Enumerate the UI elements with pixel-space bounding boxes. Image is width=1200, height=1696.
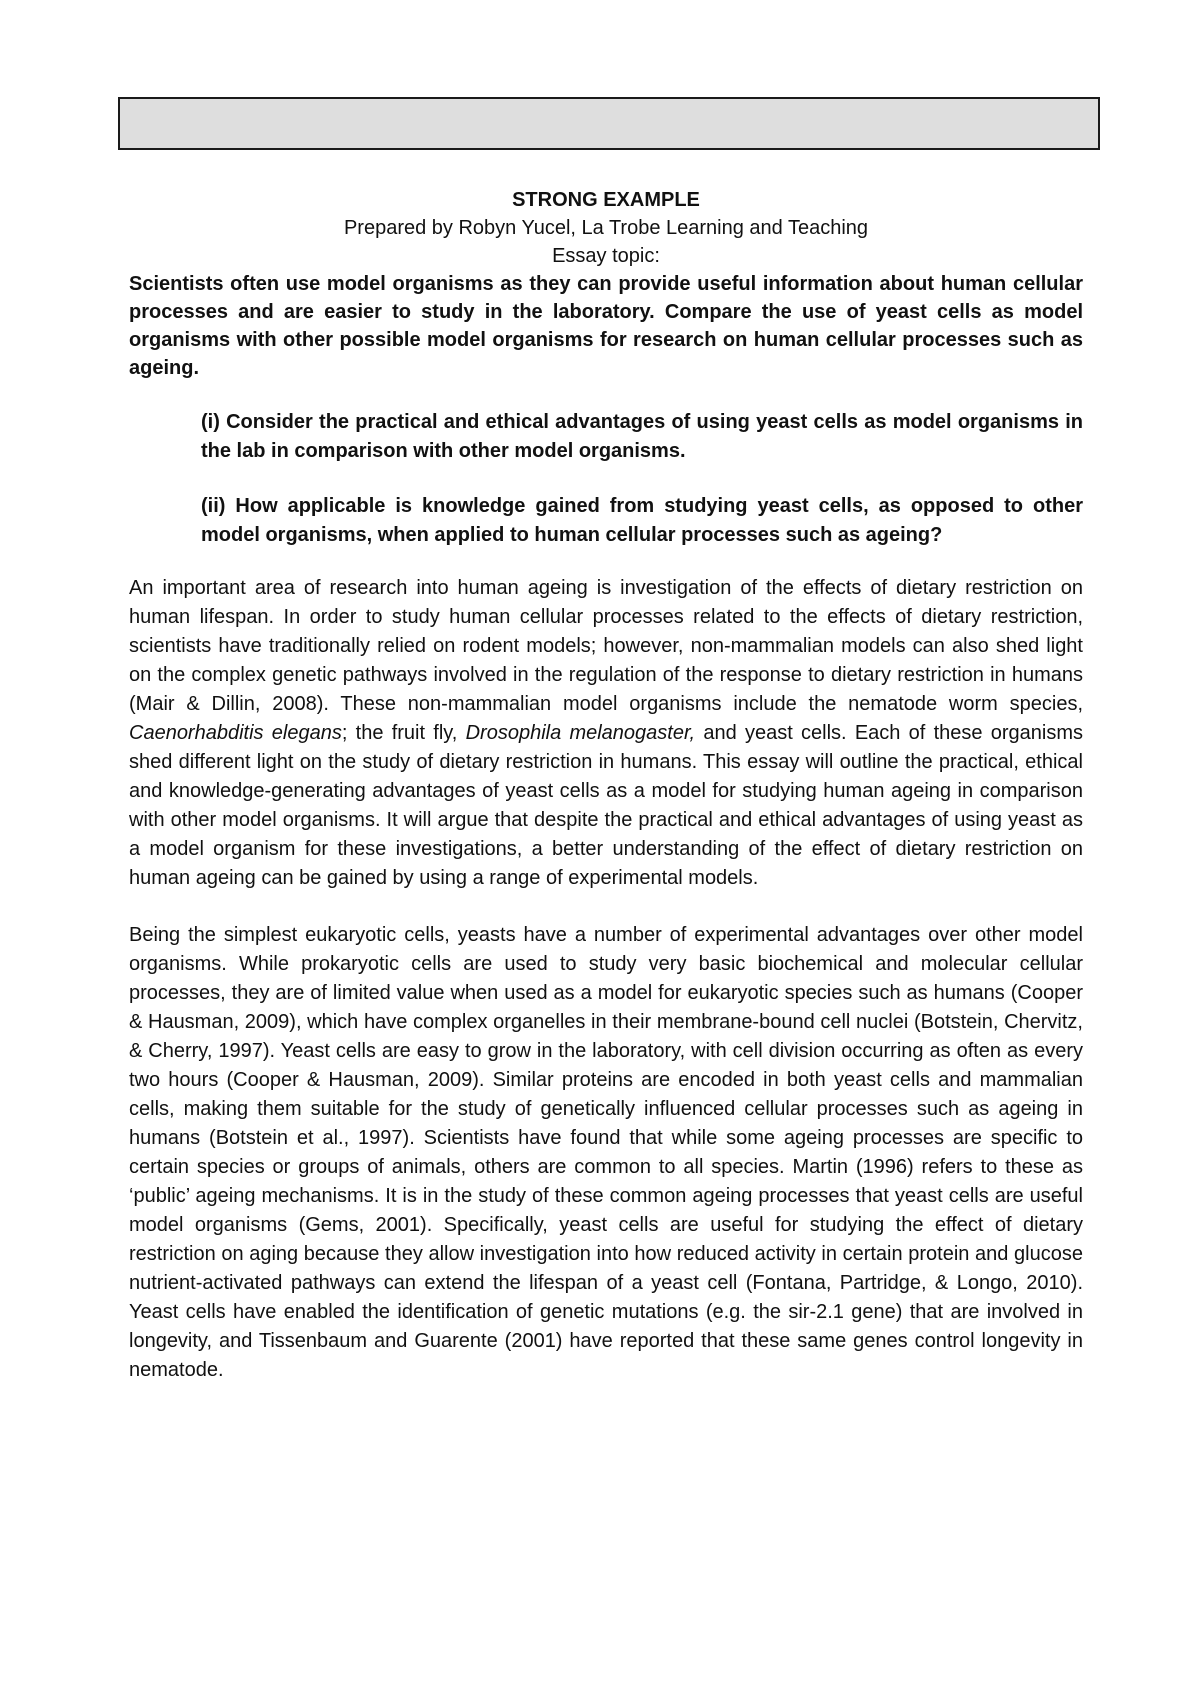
species-name-d-melanogaster: Drosophila melanogaster, (465, 722, 696, 744)
document-content (129, 186, 1083, 1385)
paragraph-1-part-2: ; the fruit fly, (341, 722, 466, 744)
prepared-by-line: Prepared by Robyn Yucel, La Trobe Learning and Teaching (343, 217, 869, 239)
paragraph-1-part-3: and yeast cells. Each of these organisms shed different light on the study of dietary restriction in humans. This essay will outline the practical, ethical and knowledge-generating advantages of yeast cells as a model for studying human ageing in comparison with other model organisms. It will argue that despite the practical and ethical advantages of using yeast as a model organism for these investigations, a better understanding of the effect of dietary restriction on human ageing can be gained by using a range of experimental models. (129, 722, 1084, 889)
sub-question-i: (i) Consider the practical and ethical advantages of using yeast cells as model organisms in the lab in comparison with other model organisms. (201, 411, 1083, 462)
sub-question-ii: (ii) How applicable is knowledge gained from studying yeast cells, as opposed to other model organisms, when applied to human cellular processes such as ageing? (201, 495, 1083, 546)
essay-prompt: Scientists often use model organisms as they can provide useful information about human cellular processes and are easier to study in the laboratory. Compare the use of yeast cells as model organisms with other possible model organisms for research on human cellular processes such as ageing. (129, 273, 1083, 379)
header-box (118, 97, 1100, 150)
body-paragraph-2: Being the simplest eukaryotic cells, yeasts have a number of experimental advantages over other model organisms. While prokaryotic cells are used to study very basic biochemical and molecular cellular processes, they are of limited value when used as a model for eukaryotic species such as humans (Cooper & Hausman, 2009), which have complex organelles in their membrane-bound cell nuclei (Botstein, Chervitz, & Cherry, 1997). Yeast cells are easy to grow in the laboratory, with cell division occurring as often as every two hours (Cooper & Hausman, 2009). Similar proteins are encoded in both yeast cells and mammalian cells, making them suitable for the study of genetically influenced cellular processes such as ageing in humans (Botstein et al., 1997). Scientists have found that while some ageing processes are specific to certain species or groups of animals, others are common to all species. Martin (1996) refers to these as ‘public’ ageing mechanisms. It is in the study of these common ageing processes that yeast cells are useful model organisms (Gems, 2001). Specifically, yeast cells are useful for studying the effect of dietary restriction on aging because they allow investigation into how reduced activity in certain protein and glucose nutrient-activated pathways can extend the lifespan of a yeast cell (Fontana, Partridge, & Longo, 2010). Yeast cells have enabled the identification of genetic mutations (e.g. the sir-2.1 gene) that are involved in longevity, and Tissenbaum and Guarente (2001) have reported that these same genes control longevity in nematode. (129, 924, 1083, 1381)
paragraph-1-part-1: An important area of research into human ageing is investigation of the effects of dietary restriction on human lifespan. In order to study human cellular processes related to the effects of dietary restriction, scientists have traditionally relied on rodent models; however, non-mammalian models can also shed light on the complex genetic pathways involved in the regulation of the response to dietary restriction in humans (Mair & Dillin, 2008). These non-mammalian model organisms include the nematode worm species, (129, 577, 1083, 715)
body-paragraph-1 (129, 574, 1083, 893)
species-name-c-elegans: Caenorhabditis elegans (129, 722, 342, 744)
essay-topic-label: Essay topic: (552, 245, 660, 267)
document-title: STRONG EXAMPLE (512, 189, 700, 211)
